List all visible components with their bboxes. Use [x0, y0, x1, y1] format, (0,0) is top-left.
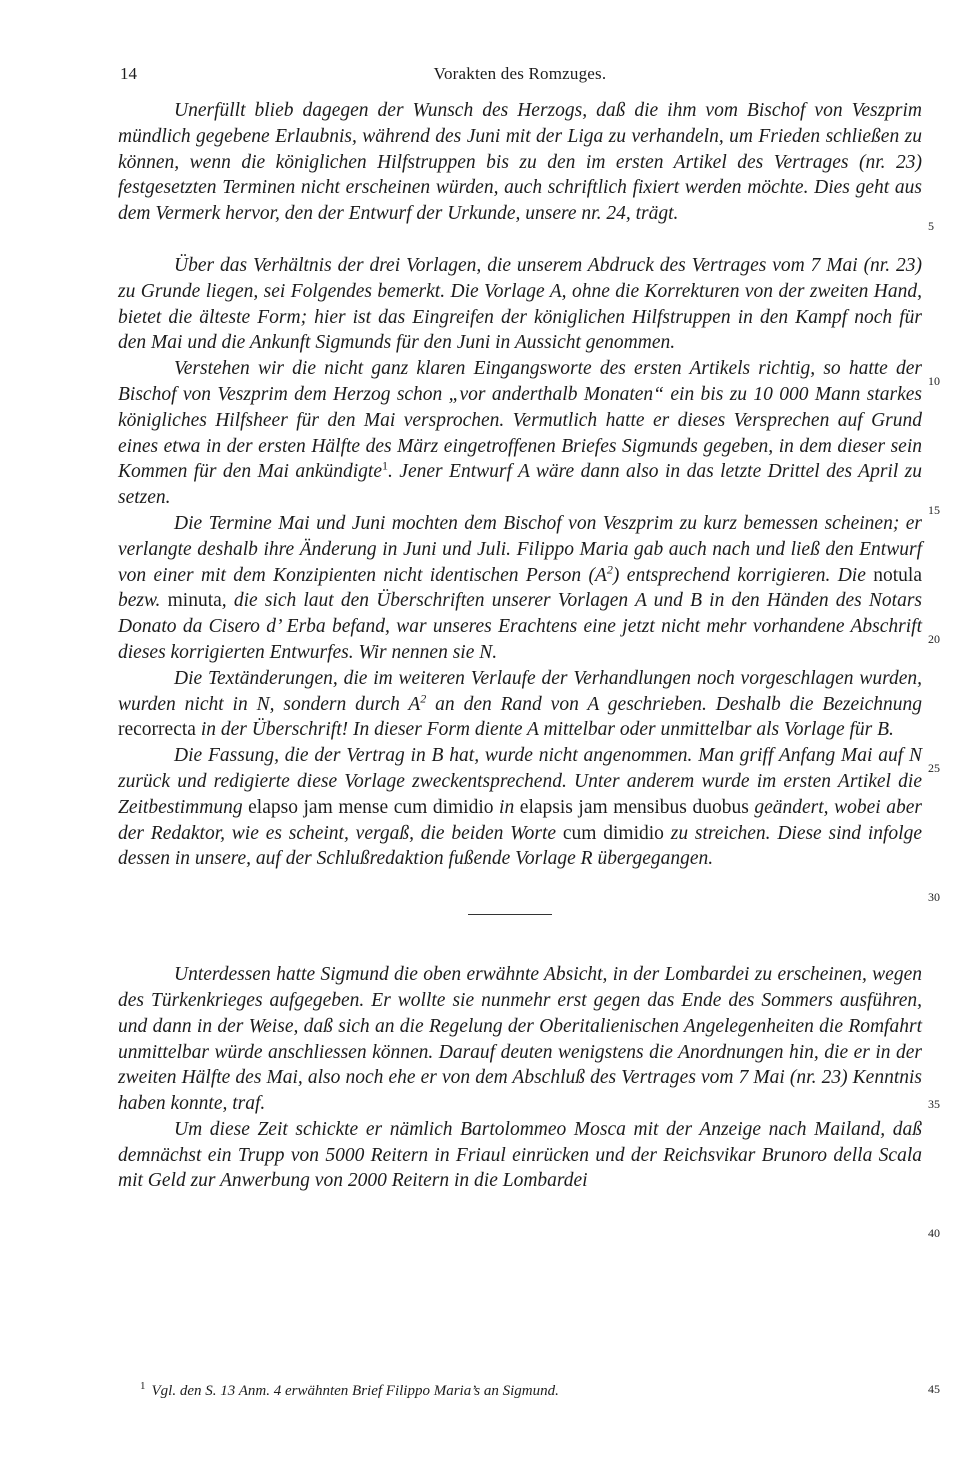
paragraph-4: Die Termine Mai und Juni mochten dem Bischof von Veszprim zu kurz bemessen scheinen; er verlangte deshalb ihre Änderung in Juni und Juli. Filippo Maria gab auch nach und ließ den Entwurf von einer mit dem Konzipienten nicht identischen Person $(A^2)$ entsprechend korrigieren. Die notula bezw. minuta, die sich laut den Überschriften unserer Vorlagen A und B in den Händen des Notars Donato da Cisero d’ Erba befand, war unseres Erachtens eine jetzt nicht mehr vorhandene Abschrift dieses korrigierten Entwurfes. Wir nennen sie N. — [118, 512, 923, 663]
paragraph-7: Unterdessen hatte Sigmund die oben erwähnte Absicht, in der Lombardei zu erscheinen, wegen des Türkenkrieges aufgegeben. Er wollte sie nunmehr erst gegen das Ende des Sommers ausführen, und dann in der Weise, daß sich an die Regelung der Oberitalienischen Angelegenheiten die Romfahrt unmittelbar würde anschliessen können. Darauf deuten wenigstens die Anordnungen hin, die er in der zweiten Hälfte des Mai, also noch ehe er von dem Abschluß des Vertrages vom 7 Mai (nr. 23) Kenntnis haben konnte, traf. — [118, 964, 922, 1115]
footnote — [140, 1380, 900, 1400]
paragraph-2: Über das Verhältnis der drei Vorlagen, die unserem Abdruck des Vertrages vom 7 Mai (nr. 23) zu Grunde liegen, sei Folgendes bemerkt. Die Vorlage A, ohne die Korrekturen von der zweiten Hand, bietet die älteste Form; hier ist das Eingreifen der königlichen Hilfstruppen in den Kampf noch für den Mai und die Ankunft Sigmunds für den Juni in Aussicht genommen. — [118, 254, 922, 354]
paragraph-3: Verstehen wir die nicht ganz klaren Eingangsworte des ersten Artikels richtig, so hatte der Bischof von Veszprim dem Herzog schon „vor anderthalb Monaten“ ein bis zu 10 000 Mann starkes königliches Hilfsheer für den Mai versprochen. Vermutlich hatte er dieses Versprechen auf Grund eines etwa in der ersten Hälfte des März eingetroffenen Briefes Sigmunds gegeben, in dem dieser sein Kommen für den Mai ankündigte$^1$. Jener Entwurf A wäre dann also in das letzte Drittel des April zu setzen. — [118, 358, 923, 509]
line-number: 20 — [928, 632, 940, 646]
main-text — [118, 98, 922, 1194]
paragraph-5: Die Textänderungen, die im weiteren Verlaufe der Verhandlungen noch vorgeschlagen wurden, wurden nicht in N, sondern durch $A^2$ an den Rand von A geschrieben. Deshalb die Bezeichnung recorrecta in der Überschrift! In dieser Form diente A mittelbar oder unmittelbar als Vorlage für B. — [118, 667, 922, 741]
line-number: 25 — [928, 761, 940, 775]
line-number: 35 — [928, 1097, 940, 1111]
paragraph-6: Die Fassung, die der Vertrag in B hat, wurde nicht angenommen. Man griff Anfang Mai auf N zurück und redigierte diese Vorlage zweckentsprechend. Unter anderem wurde im ersten Artikel die Zeitbestimmung elapso jam mense cum dimidio in elapsis jam mensibus duobus geändert, wobei aber der Redaktor, wie es scheint, vergaß, die beiden Worte cum dimidio zu streichen. Diese sind infolge dessen in unsere, auf der Schlußredaktion fußende Vorlage R übergegangen. — [118, 745, 922, 870]
paragraph-1: Unerfüllt blieb dagegen der Wunsch des Herzogs, daß die ihm vom Bischof von Veszprim mündlich gegebene Erlaubnis, während des Juni mit der Liga zu verhandeln, um Frieden schließen zu können, wenn die königlichen Hilfstruppen bis zu den im ersten Artikel des Vertrages (nr. 23) festgesetzten Terminen nicht erscheinen würden, auch schriftlich fixiert werden möchte. Dies geht aus dem Vermerk hervor, den der Entwurf der Urkunde, unsere nr. 24, trägt. — [118, 100, 922, 225]
line-number: 45 — [928, 1382, 940, 1396]
paragraph-8: Um diese Zeit schickte er nämlich Bartolommeo Mosca mit der Anzeige nach Mailand, daß demnächst ein Trupp von 5000 Reitern in Friaul einrücken und der Reichsvikar Brunoro della Scala mit Geld zur Anwerbung von 2000 Reitern in die Lombardei — [118, 1118, 922, 1192]
page-header — [120, 64, 920, 88]
line-number: 40 — [928, 1226, 940, 1240]
line-number: 30 — [928, 890, 940, 904]
section-divider — [468, 914, 552, 915]
line-number: 5 — [928, 219, 934, 233]
footnote-text: Vgl. den S. 13 Anm. 4 erwähnten Brief Filippo Maria’s an Sigmund. — [151, 1383, 559, 1399]
line-number: 10 — [928, 374, 940, 388]
section-divider-zone — [118, 872, 922, 952]
page-number: 14 — [120, 64, 137, 83]
footnote-reference[interactable]: 1 — [382, 458, 388, 473]
running-title: Vorakten des Romzuges. — [433, 64, 607, 83]
line-number: 15 — [928, 503, 940, 517]
footnote-mark: 1 — [140, 1380, 146, 1392]
